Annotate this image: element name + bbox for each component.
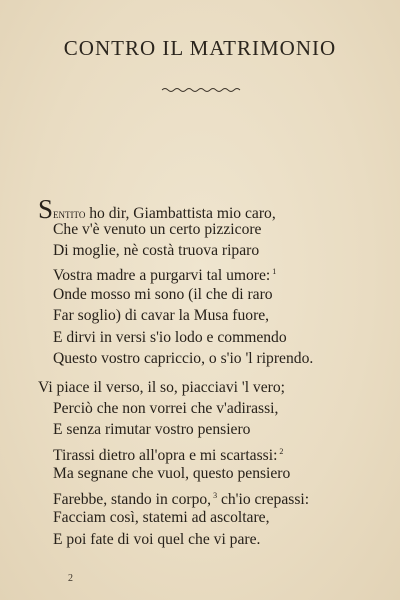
stanza-2-line-7: Facciam così, statemi ad ascoltare, <box>53 509 270 526</box>
stanza-2-line-3: E senza rimutar vostro pensiero <box>53 421 251 438</box>
stanza-1-line-4 <box>53 262 276 286</box>
drop-cap: S <box>38 194 54 224</box>
line-text: Vostra madre a purgarvi tal umore: <box>53 267 271 285</box>
stanza-1-line-5: Onde mosso mi sono (il che di raro <box>53 286 273 303</box>
footnote-marker: 3 <box>213 491 218 500</box>
stanza-2-line-4 <box>53 442 283 466</box>
stanza-1-line-2: Che v'è venuto un certo pizzicore <box>53 221 262 238</box>
stanza-2-line-6 <box>53 486 309 510</box>
poem-title: CONTRO IL MATRIMONIO <box>63 36 337 60</box>
small-caps-word: entito <box>53 206 86 221</box>
line-text: ho dir, Giambattista mio caro, <box>85 205 276 222</box>
line-text: Farebbe, stando in corpo, <box>53 491 212 509</box>
stanza-2-line-8: E poi fate di voi quel che vi pare. <box>53 531 261 548</box>
stanza-2-line-1: Vi piace il verso, il so, piacciavi 'l vero; <box>38 379 285 396</box>
page-number: 2 <box>68 573 73 584</box>
stanza-1-line-7: E dirvi in versi s'io lodo e commendo <box>53 329 287 346</box>
stanza-2-line-2: Perciò che non vorrei che v'adirassi, <box>53 400 279 417</box>
line-text: Tirassi dietro all'opra e mi scartassi: <box>53 447 278 465</box>
footnote-marker: 2 <box>279 447 284 456</box>
stanza-1-line-6: Far soglio) di cavar la Musa fuore, <box>53 307 270 324</box>
stanza-1-line-8: Questo vostro capriccio, o s'io 'l riprendo. <box>53 350 314 367</box>
line-text: ch'io crepassi: <box>217 491 310 509</box>
footnote-marker: 1 <box>272 267 277 276</box>
stanza-1-line-3: Di moglie, nè costà truova riparo <box>53 242 260 259</box>
stanza-2-line-5: Ma segnane che vuol, questo pensiero <box>53 465 291 482</box>
